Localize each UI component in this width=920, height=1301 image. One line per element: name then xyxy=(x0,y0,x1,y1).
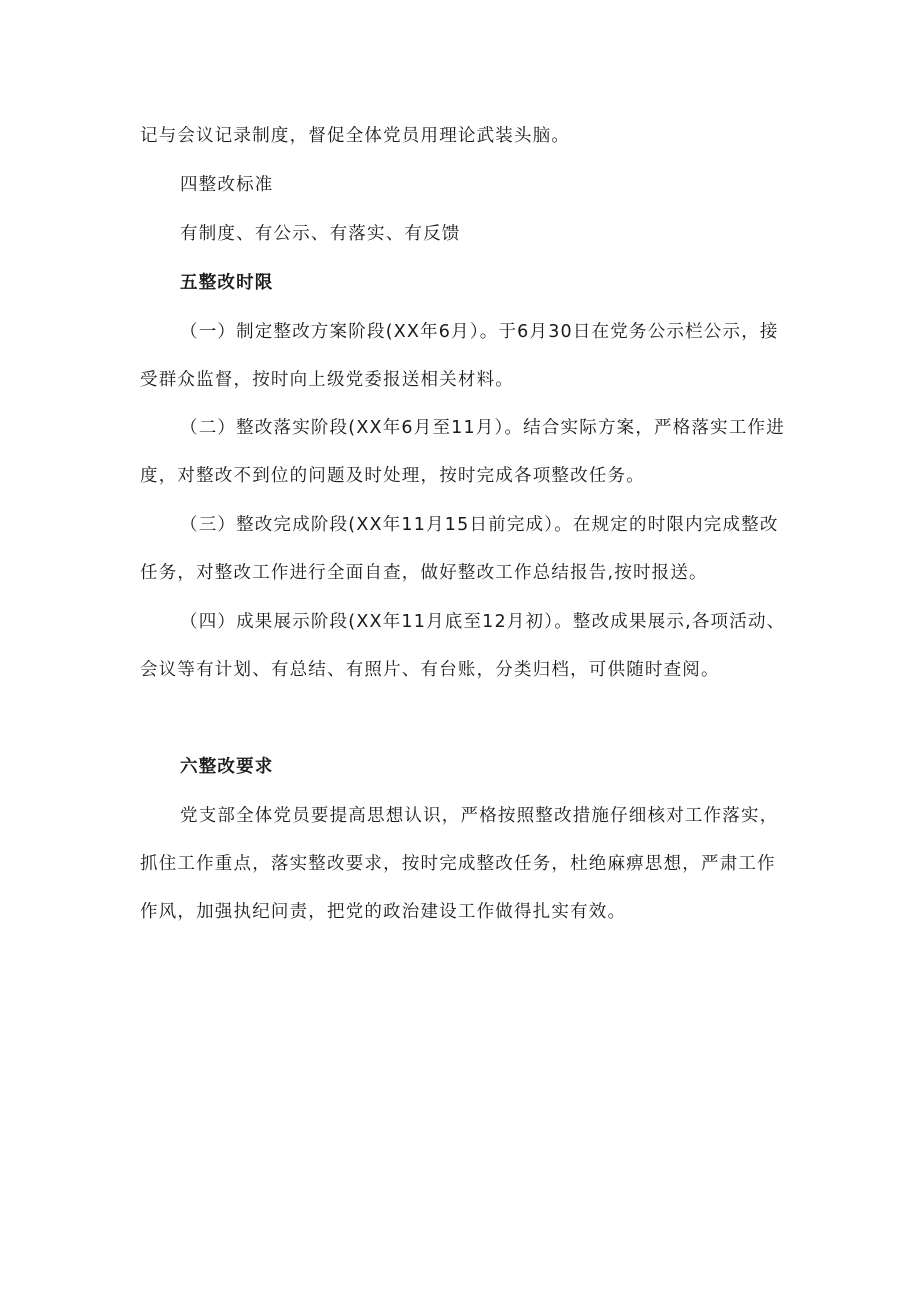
section-5-heading: 五整改时限 xyxy=(180,273,274,293)
section-6-heading: 六整改要求 xyxy=(180,757,274,777)
section-6-body: 党支部全体党员要提高思想认识，严格按照整改措施仔细核对工作落实，抓住工作重点，落实整改要求，按时完成整改任务，杜绝麻痹思想，严肃工作作风，加强执纪问责，把党的政治建设工作做得扎实有效。 xyxy=(140,806,779,922)
section-4-body: 有制度、有公示、有落实、有反馈 xyxy=(180,224,461,244)
section-4-heading: 四整改标准 xyxy=(180,175,274,195)
stage-3-paragraph: （三）整改完成阶段(XX年11月15日前完成）。在规定的时限内完成整改任务，对整改工作进行全面自查，做好整改工作总结报告,按时报送。 xyxy=(140,515,779,583)
stage-4-paragraph: （四）成果展示阶段(XX年11月底至12月初）。整改成果展示,各项活动、会议等有计划、有总结、有照片、有台账，分类归档，可供随时查阅。 xyxy=(140,612,786,680)
continued-paragraph: 记与会议记录制度，督促全体党员用理论武装头脑。 xyxy=(140,126,571,146)
stage-1-paragraph: （一）制定整改方案阶段(XX年6月）。于6月30日在党务公示栏公示，接受群众监督，按时向上级党委报送相关材料。 xyxy=(140,322,779,390)
stage-2-paragraph: （二）整改落实阶段(XX年6月至11月）。结合实际方案，严格落实工作进度，对整改不到位的问题及时处理，按时完成各项整改任务。 xyxy=(140,418,785,486)
